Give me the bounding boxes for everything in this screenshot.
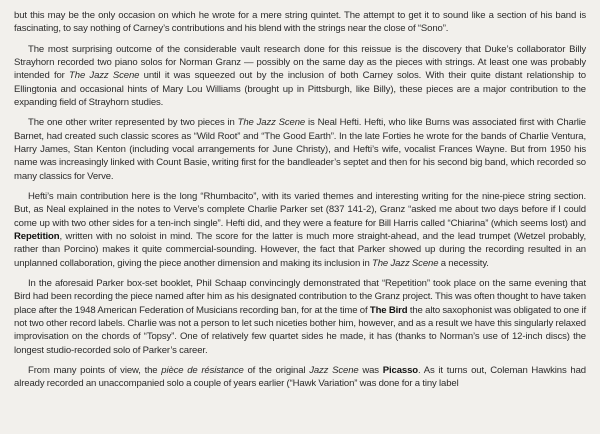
body-text: Hefti’s main contribution here is the long “Rhumbacito”, with its varied themes and interesting writing for the nine-piece string section. But, as Neal explained in the notes to Verve’s complete Charlie Parker set (837 141-2), Granz “asked me about two days before if I could come up with two other sides for a ten-inch single”. Hefti did, and they were a feature for Bill Harris called “Chiarina” (which seems lost) and	[14, 191, 586, 229]
body-text: The one other writer represented by two pieces in	[28, 117, 238, 129]
italic-text: The Jazz Scene	[237, 117, 306, 129]
paragraph	[14, 116, 586, 182]
paragraph	[14, 9, 586, 36]
paragraph	[14, 364, 586, 391]
body-text: but this may be the only occasion on which he wrote for a mere string quintet. The attempt to get it to sound like a section of his band is fascinating, to say nothing of Carney’s contributions and his blend with the strings near the close of “Sono”.	[14, 10, 586, 35]
bold-title-text: Picasso	[382, 365, 418, 377]
body-text: . As it turns out, Coleman Hawkins had already recorded an unaccompanied solo a couple of years earlier (“Hawk Variation” was done for a tiny label	[14, 365, 586, 390]
paragraph	[14, 277, 586, 357]
paragraph	[14, 190, 586, 270]
paragraph	[14, 43, 586, 109]
bold-title-text: The Bird	[369, 304, 408, 316]
body-text: of the original	[243, 365, 310, 377]
body-text: , written with no soloist in mind. The score for the latter is much more straight-ahead, and the lead trumpet (Wetzel probably, rather than Porcino) makes it quite commercial-sounding. However, the fact that Parker showed up during the recording resulted in an unplanned collaboration, giving the piece another dimension and making its inclusion in	[14, 231, 586, 269]
italic-text: The Jazz Scene	[372, 257, 439, 269]
body-text: In the aforesaid Parker box-set booklet, Phil Schaap convincingly demonstrated that “Repetition” took place on the same evening that Bird had been recording the piece named after him as his designated contribution to the Granz project. This was often thought to have taken place after the 1948 American Federation of Musicians recording ban, for at the time of	[14, 278, 586, 316]
bold-title-text: Repetition	[14, 231, 60, 243]
body-text: the alto saxophonist was obligated to one if not two other record labels. Charlie was not a person to let such niceties bother him, however, and as a result we have this singularly relaxed improvisation on the chords of “Topsy”. One of relatively few quartet sides he made, it has (thanks to Norman’s use of 12-inch discs) the longest studio-recorded solo of Parker’s career.	[14, 304, 587, 356]
body-text: is Neal Hefti. Hefti, who like Burns was associated first with Charlie Barnet, had created such classic scores as “Wild Root” and “The Good Earth”. In the late Forties he wrote for the bands of Charlie Ventura, Harry James, Stan Kenton (including vocal arrangements for June Christy), and Hefti’s wife, vocalist Frances Wayne. But from 1950 his name was increasingly linked with Count Basie, writing first for the bandleader’s septet and then for his second big band, which recorded so many classics for Verve.	[14, 117, 586, 182]
body-text: The most surprising outcome of the considerable vault research done for this reissue is the discovery that Duke’s collaborator Billy Strayhorn recorded two piano solos for Norman Granz — possibly on the same day as the pieces with strings. At least one was probably intended for	[14, 43, 586, 82]
body-text: was	[358, 365, 383, 377]
body-text: a necessity.	[438, 257, 489, 269]
italic-text: The Jazz Scene	[69, 70, 140, 82]
italic-text: pièce de résistance	[161, 365, 244, 377]
italic-text: Jazz Scene	[309, 365, 359, 377]
body-text: From many points of view, the	[28, 365, 162, 377]
liner-notes-text	[14, 9, 586, 391]
body-text: until it was squeezed out by the inclusion of both Carney solos. With their quite distant relationship to Ellingtonia and occasional hints of Mary Lou Williams (brought up in Pittsburgh, like Billy), these pieces are a major contribution to the expanding field of Strayhorn studies.	[14, 70, 586, 108]
